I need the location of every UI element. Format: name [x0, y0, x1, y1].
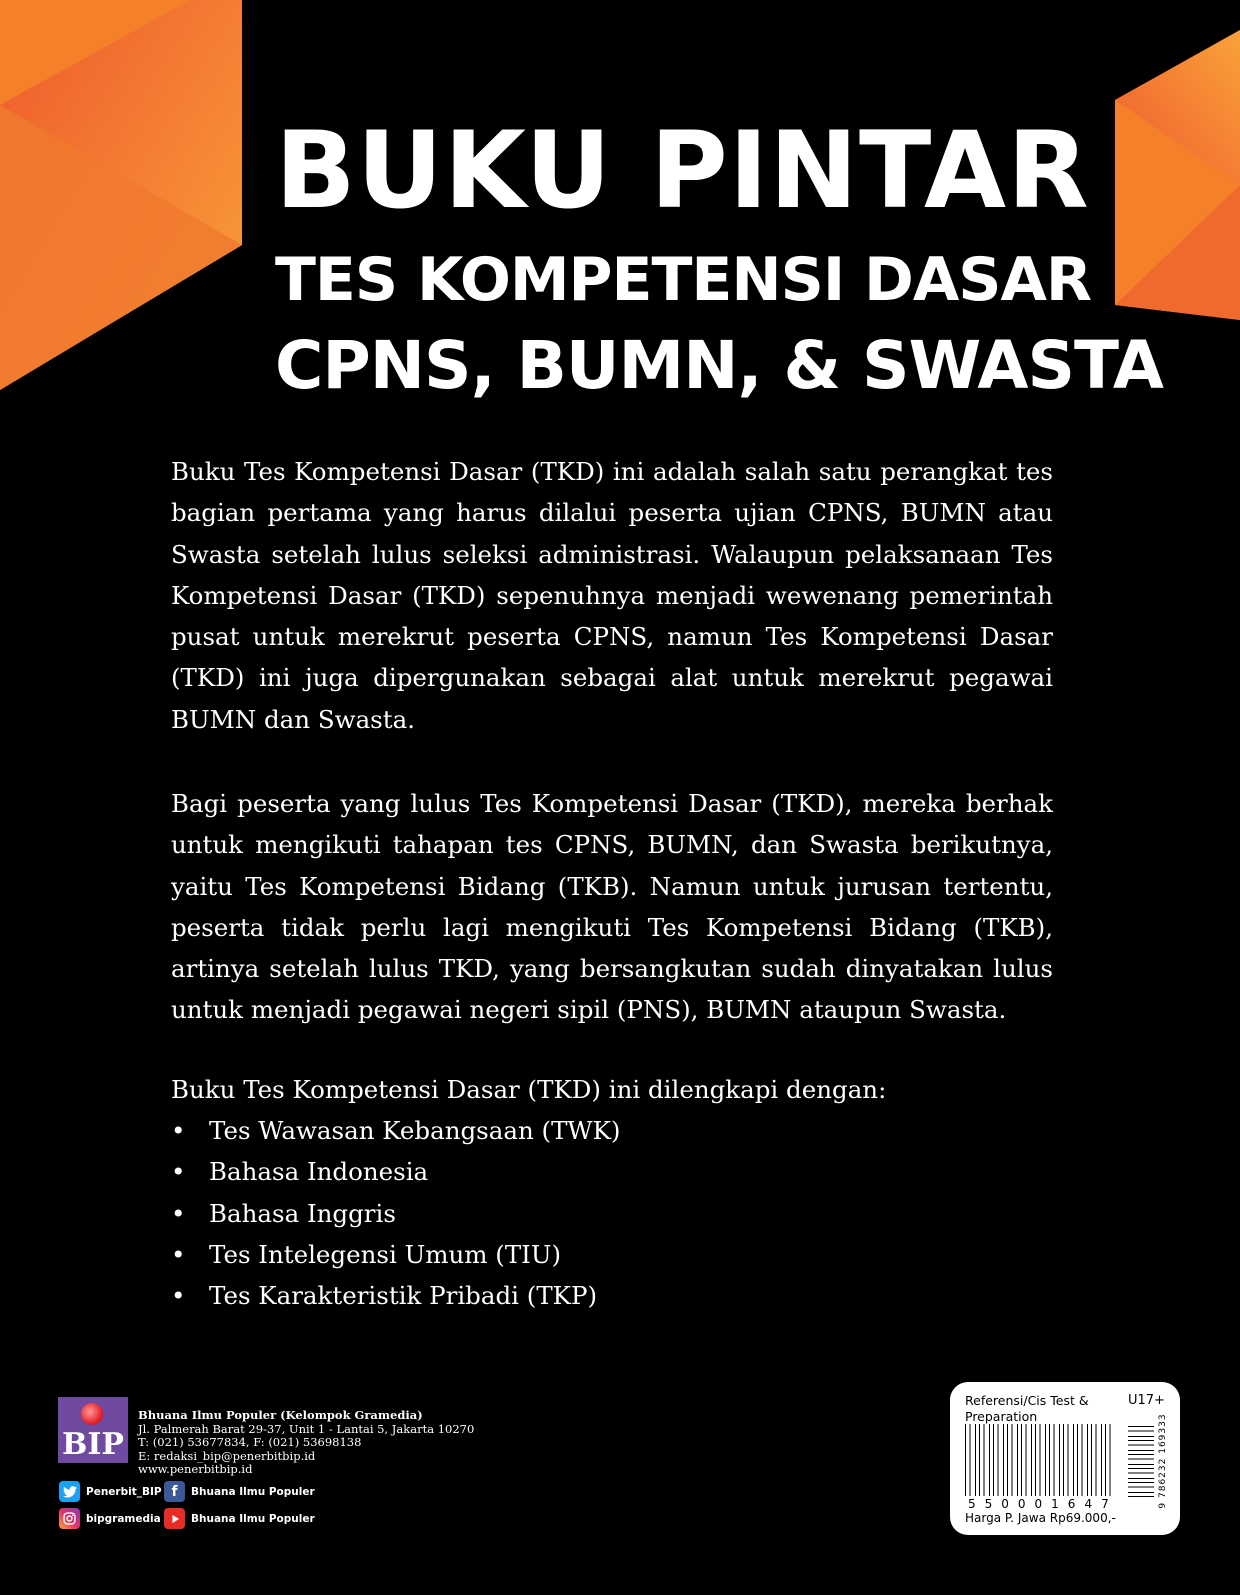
twitter-handle: Penerbit_BIP — [59, 1481, 162, 1502]
list-item — [171, 1193, 620, 1234]
paragraph-2: Bagi peserta yang lulus Tes Kompetensi Dasar (TKD), mereka berhak untuk mengikuti tahapan tes CPNS, BUMN, dan Swasta berikutnya, yaitu Tes Kompetensi Bidang (TKB). Namun untuk jurusan tertentu, peserta tidak perlu lagi mengikuti Tes Kompetensi Bidang (TKB), artinya setelah lulus TKD, yang bersangkutan sudah dinyatakan lulus untuk menjadi pegawai negeri sipil (PNS), BUMN ataupun Swasta. — [171, 789, 1053, 1025]
list-item — [171, 1151, 620, 1192]
instagram-icon — [59, 1508, 80, 1529]
price: Harga P. Jawa Rp69.000,- — [965, 1511, 1116, 1525]
list-intro: Buku Tes Kompetensi Dasar (TKD) ini dilengkapi dengan: — [171, 1075, 887, 1104]
list-item — [171, 1275, 620, 1316]
facebook-icon: f — [164, 1481, 185, 1502]
publisher-phone: T: (021) 53677834, F: (021) 53698138 — [138, 1435, 362, 1450]
instagram-handle: bipgramedia — [59, 1508, 161, 1529]
title-line-1: BUKU PINTAR — [275, 109, 1090, 232]
bullet-icon: • — [171, 1281, 186, 1311]
barcode-icon — [965, 1424, 1115, 1496]
book-category: Referensi/Cis Test & Preparation — [965, 1393, 1089, 1424]
list-item-text: Tes Intelegensi Umum (TIU) — [209, 1239, 562, 1269]
isbn-barcode-icon — [1128, 1426, 1154, 1498]
bullet-icon: • — [171, 1157, 186, 1187]
list-item-text: Bahasa Inggris — [209, 1198, 396, 1228]
title-line-2: TES KOMPETENSI DASAR — [275, 245, 1092, 315]
age-rating: U17+ — [1128, 1393, 1165, 1408]
publisher-logo — [58, 1397, 128, 1463]
barcode-label — [950, 1382, 1180, 1535]
publisher-info — [138, 1409, 474, 1477]
facebook-page: f Bhuana Ilmu Populer — [164, 1481, 315, 1502]
title-line-3: CPNS, BUMN, & SWASTA — [275, 327, 1163, 404]
logo-ball-icon — [81, 1403, 103, 1425]
list-item — [171, 1234, 620, 1275]
isbn-number: 9 786232 169333 — [1158, 1413, 1168, 1509]
publisher-website: www.penerbitbip.id — [138, 1462, 253, 1477]
list-item-text: Tes Karakteristik Pribadi (TKP) — [209, 1281, 598, 1311]
youtube-icon — [164, 1508, 185, 1529]
youtube-channel: Bhuana Ilmu Populer — [164, 1508, 315, 1529]
barcode-number: 550001647 — [968, 1497, 1118, 1511]
feature-list — [171, 1110, 620, 1316]
paragraph-1: Buku Tes Kompetensi Dasar (TKD) ini adalah salah satu perangkat tes bagian pertama yang harus dilalui peserta ujian CPNS, BUMN atau Swasta setelah lulus seleksi administrasi. Walaupun pelaksanaan Tes Kompetensi Dasar (TKD) sepenuhnya menjadi wewenang pemerintah pusat untuk merekrut peserta CPNS, namun Tes Kompetensi Dasar (TKD) ini juga dipergunakan sebagai alat untuk merekrut pegawai BUMN dan Swasta. — [171, 457, 1053, 734]
list-item-text: Tes Wawasan Kebangsaan (TWK) — [209, 1116, 621, 1145]
bullet-icon: • — [171, 1198, 186, 1228]
list-item-text: Bahasa Indonesia — [209, 1157, 429, 1187]
bullet-icon: • — [171, 1239, 186, 1269]
twitter-icon — [59, 1481, 80, 1502]
publisher-address: Jl. Palmerah Barat 29-37, Unit 1 - Lantai 5, Jakarta 10270 — [138, 1421, 475, 1436]
publisher-email: E: redaksi_bip@penerbitbip.id — [138, 1448, 316, 1463]
list-item — [171, 1110, 620, 1151]
publisher-name: Bhuana Ilmu Populer (Kelompok Gramedia) — [138, 1408, 423, 1422]
bullet-icon: • — [171, 1116, 186, 1145]
logo-text: BIP — [62, 1427, 124, 1462]
